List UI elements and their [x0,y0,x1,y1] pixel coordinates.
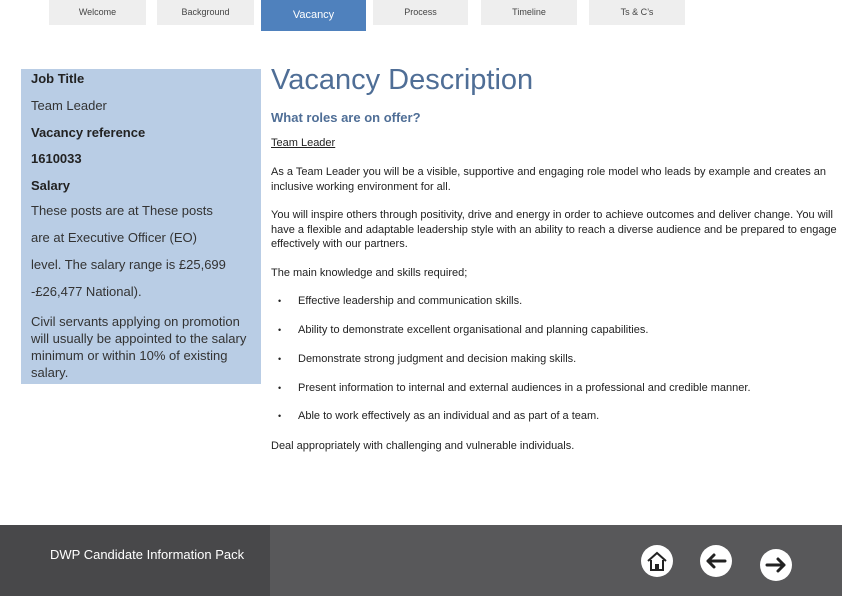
tab-process[interactable]: Process [373,0,468,25]
role-title: Team Leader [271,137,336,149]
home-button[interactable] [640,544,674,578]
skills-intro: The main knowledge and skills required; [271,267,468,279]
closing-statement: Deal appropriately with challenging and vulnerable individuals. [271,440,575,452]
job-title-label: Job Title [31,71,85,86]
salary-line-4: -£26,477 National). [31,284,142,299]
back-button[interactable] [699,544,733,578]
bullet-marker: • [278,411,282,421]
tab-welcome[interactable]: Welcome [49,0,146,25]
job-info-panel [21,69,261,384]
arrow-right-icon [759,548,793,582]
skill-item-3: Demonstrate strong judgment and decision making skills. [298,353,577,365]
bullet-marker: • [278,325,282,335]
tab-terms[interactable]: Ts & C’s [589,0,685,25]
salary-label: Salary [31,178,71,193]
salary-line-3: level. The salary range is £25,699 [31,257,226,272]
bullet-marker: • [278,383,282,393]
tab-vacancy[interactable]: Vacancy [261,0,366,31]
bullet-marker: • [278,296,282,306]
skill-item-2: Ability to demonstrate excellent organisational and planning capabilities. [298,324,649,336]
top-tab-bar [0,0,842,30]
footer-title: DWP Candidate Information Pack [50,547,245,562]
arrow-left-icon [699,544,733,578]
salary-note: Civil servants applying on promotion will usually be appointed to the salary minimum or within 10% of existing salary. [31,314,247,380]
section-subheading: What roles are on offer? [271,110,421,125]
footer-title-panel [0,525,270,596]
footer-bar [0,525,842,596]
skill-item-4: Present information to internal and external audiences in a professional and credible manner. [298,382,751,394]
home-icon [640,544,674,578]
next-button[interactable] [759,548,793,582]
salary-line-1: These posts are at These posts [31,203,213,218]
vacancy-reference-value: 1610033 [31,151,82,166]
role-paragraph-1: As a Team Leader you will be a visible, supportive and engaging role model who leads by example and creates an inclusive working environment for all. [271,166,827,193]
tab-timeline[interactable]: Timeline [481,0,577,25]
skill-item-1: Effective leadership and communication skills. [298,295,523,307]
vacancy-reference-label: Vacancy reference [31,125,146,140]
role-paragraph-2: You will inspire others through positivity, drive and energy in order to achieve outcomes and deliver change. You will have a flexible and adaptable leadership style with an ability to reach a diverse audience and be prepared to engage effectively with our partners. [271,209,837,250]
bullet-marker: • [278,354,282,364]
job-title-value: Team Leader [31,98,107,113]
skill-item-5: Able to work effectively as an individual and as part of a team. [298,410,600,422]
page-title: Vacancy Description [271,64,534,96]
salary-line-2: are at Executive Officer (EO) [31,230,197,245]
tab-background[interactable]: Background [157,0,254,25]
